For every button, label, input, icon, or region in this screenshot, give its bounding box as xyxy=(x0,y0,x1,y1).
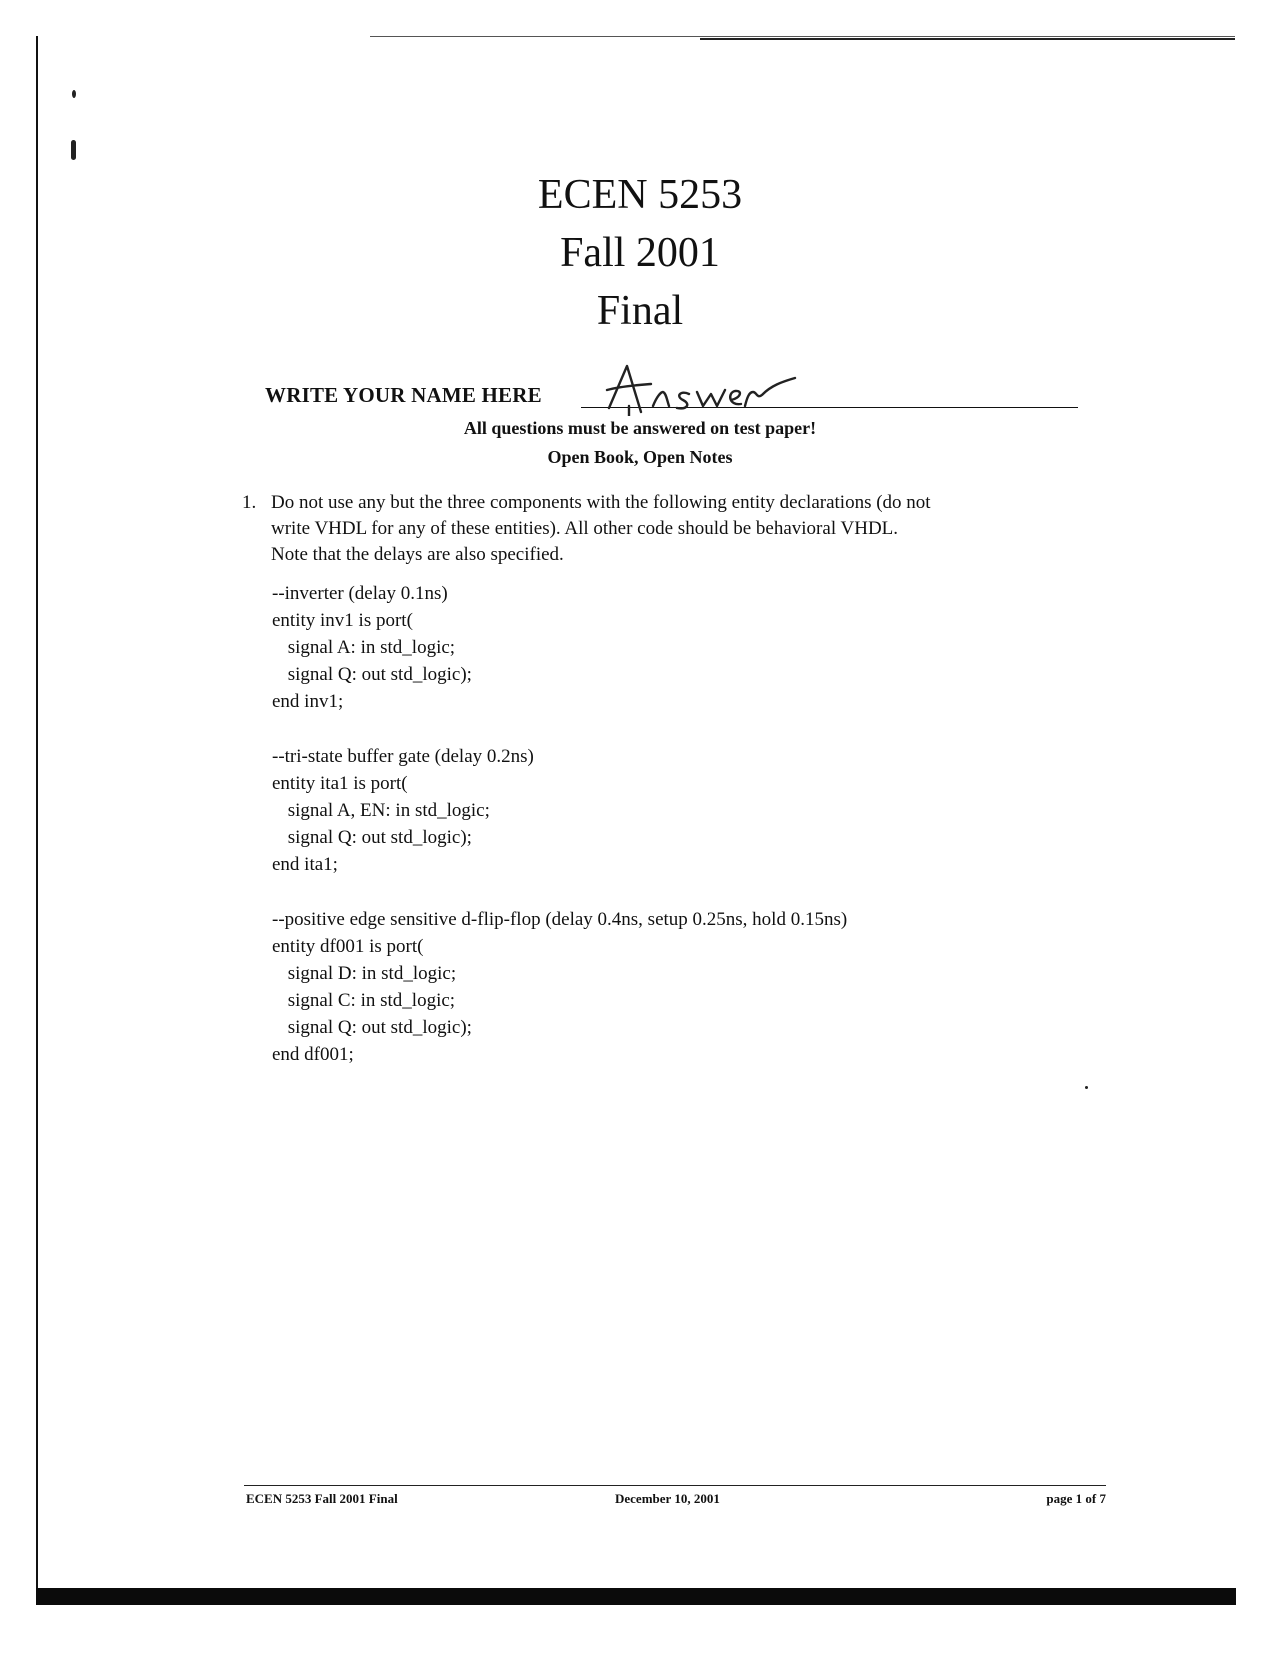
course-title: ECEN 5253 xyxy=(537,172,743,218)
question-number: 1. xyxy=(242,492,257,513)
code-line: signal Q: out std_logic); xyxy=(283,1017,472,1038)
name-row xyxy=(265,370,1085,414)
exam-instructions xyxy=(0,414,1280,472)
code-line: end df001; xyxy=(272,1044,354,1065)
scan-top-edge xyxy=(370,36,1235,37)
code-line: signal A, EN: in std_logic; xyxy=(283,800,490,821)
code-line: end inv1; xyxy=(272,691,344,712)
scan-bottom-bar xyxy=(36,1588,1236,1605)
question-text-line: Do not use any but the three components with the following entity declarations (do not xyxy=(271,492,931,513)
code-line: entity ita1 is port( xyxy=(272,773,408,794)
question-text-line: Note that the delays are also specified. xyxy=(271,544,564,565)
instruction-open-book: Open Book, Open Notes xyxy=(547,447,733,467)
code-line: entity df001 is port( xyxy=(272,936,424,957)
scan-top-edge-bold xyxy=(700,38,1235,40)
footer-course: ECEN 5253 Fall 2001 Final xyxy=(246,1491,398,1506)
code-line: signal C: in std_logic; xyxy=(283,990,456,1011)
code-line: --positive edge sensitive d-flip-flop (delay 0.4ns, setup 0.25ns, hold 0.15ns) xyxy=(272,909,848,930)
code-line: signal Q: out std_logic); xyxy=(283,827,472,848)
code-block-tristate-buffer xyxy=(272,743,534,878)
code-line: signal D: in std_logic; xyxy=(283,963,457,984)
scan-speck xyxy=(71,140,76,160)
code-block-inverter xyxy=(272,580,472,715)
question-text-line: write VHDL for any of these entities). All other code should be behavioral VHDL. xyxy=(271,518,899,539)
code-line: signal Q: out std_logic); xyxy=(283,664,472,685)
exam-title-block xyxy=(0,166,1280,340)
instruction-answer-on-paper: All questions must be answered on test paper! xyxy=(463,418,817,438)
code-line: --tri-state buffer gate (delay 0.2ns) xyxy=(272,746,534,767)
exam-type-title: Final xyxy=(596,288,684,334)
footer-rule xyxy=(244,1485,1106,1486)
code-line: end ita1; xyxy=(272,854,338,875)
handwritten-answer-drawing xyxy=(605,360,805,416)
scan-speck xyxy=(72,90,76,98)
footer-page-number: page 1 of 7 xyxy=(1046,1491,1106,1506)
code-line: entity inv1 is port( xyxy=(272,610,413,631)
name-label: WRITE YOUR NAME HERE xyxy=(265,383,542,407)
scan-speck xyxy=(1085,1086,1088,1089)
handwritten-answer-signature xyxy=(605,360,805,416)
term-title: Fall 2001 xyxy=(560,230,720,276)
question-text xyxy=(271,490,1121,568)
code-line: --inverter (delay 0.1ns) xyxy=(272,583,448,604)
code-line: signal A: in std_logic; xyxy=(283,637,456,658)
footer-date: December 10, 2001 xyxy=(615,1491,720,1506)
code-block-dflipflop xyxy=(272,906,847,1068)
